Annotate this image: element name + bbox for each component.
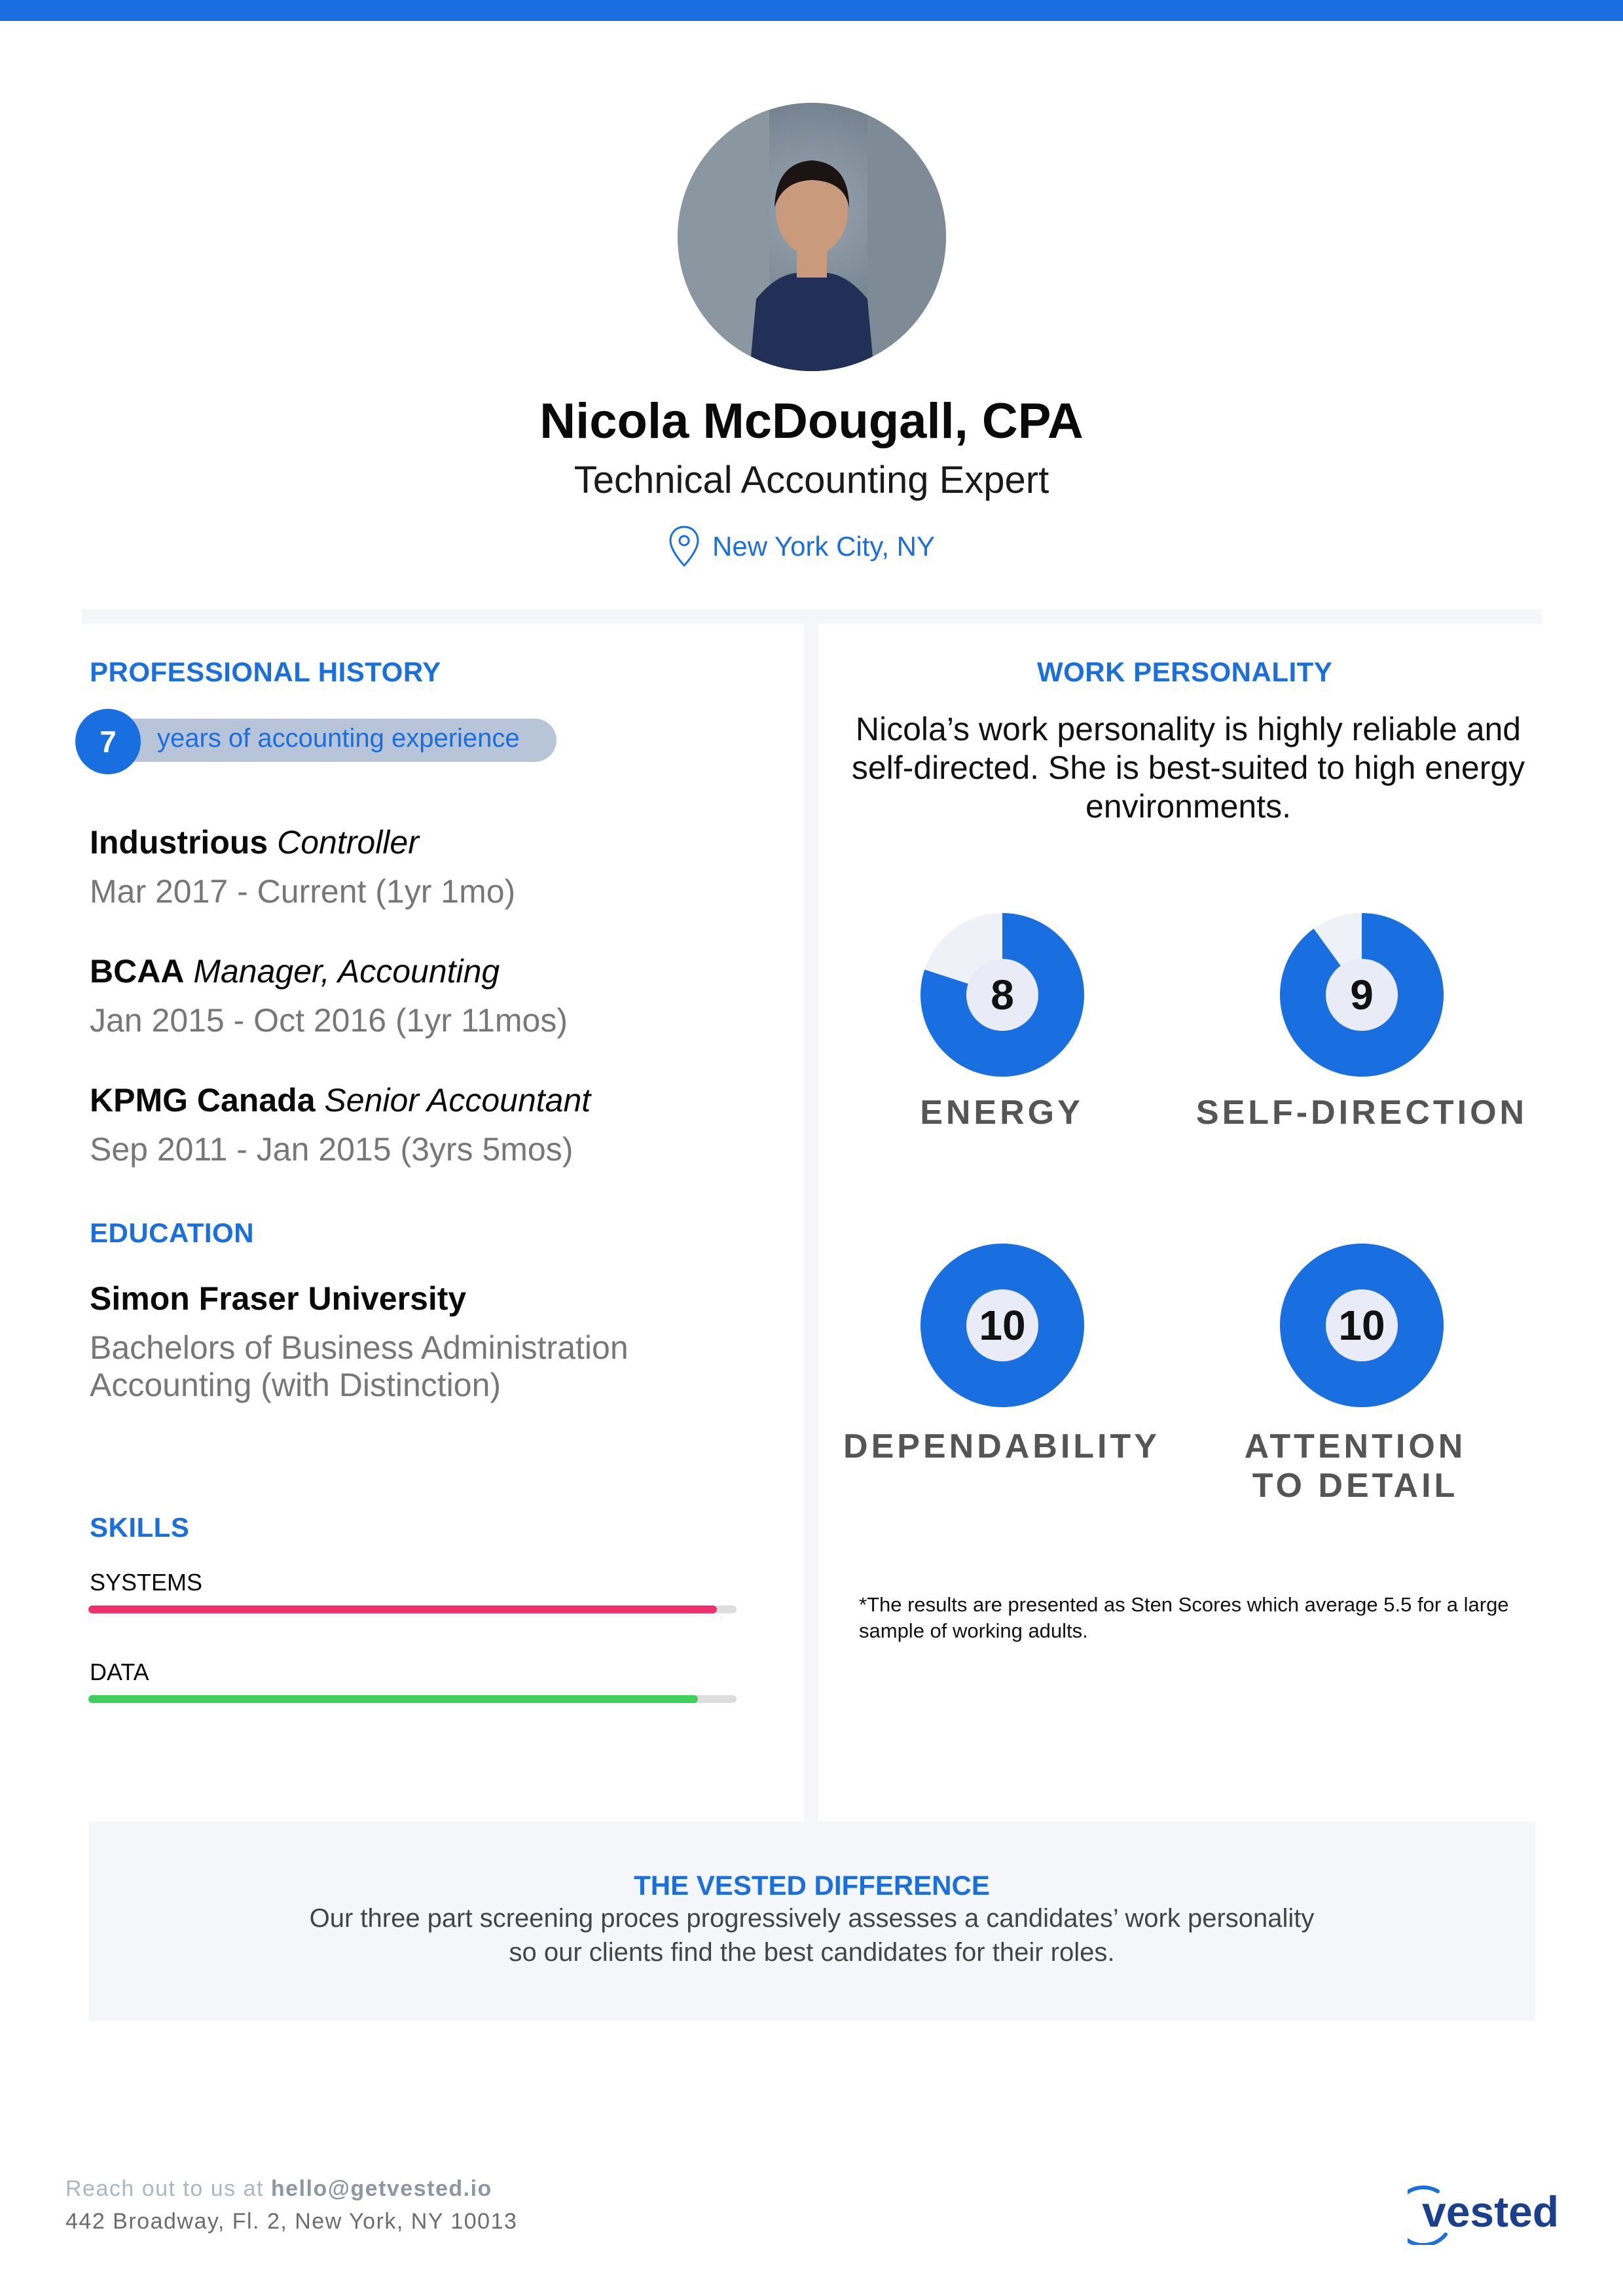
skill-bar-data (88, 1695, 737, 1703)
work-personality-heading: WORK PERSONALITY (1037, 656, 1333, 687)
vested-difference-line-1: Our three part screening proces progressively assesses a candidates’ work personality (309, 1904, 1315, 1933)
trait-label-energy: ENERGY (920, 1094, 1084, 1132)
skills-heading: SKILLS (90, 1512, 190, 1543)
skill-label-systems: SYSTEMS (90, 1569, 203, 1596)
years-count: 7 (75, 709, 141, 774)
footer-contact (65, 2176, 492, 2202)
gauge-score: 8 (991, 971, 1014, 1018)
gauge-energy (921, 913, 1084, 1077)
footer-address: 442 Broadway, Fl. 2, New York, NY 10013 (65, 2209, 518, 2234)
job-title-2 (90, 952, 500, 990)
skill-label-data: DATA (90, 1659, 149, 1685)
job-company: Industrious (90, 824, 268, 861)
gauge-dependability (921, 1244, 1084, 1407)
job-title-1 (90, 823, 419, 861)
trait-label-dependability: DEPENDABILITY (843, 1427, 1160, 1465)
horizontal-divider (82, 609, 1542, 624)
vertical-divider (804, 624, 818, 1823)
top-accent-bar (0, 0, 1623, 21)
job-role: Senior Accountant (324, 1082, 591, 1119)
trait-label-self-direction: SELF-DIRECTION (1195, 1094, 1528, 1132)
gauge-self-direction (1280, 913, 1444, 1077)
skill-fill-systems (88, 1605, 717, 1613)
vested-logo (1408, 2173, 1565, 2245)
years-label: years of accounting experience (157, 724, 520, 753)
education-school: Simon Fraser University (90, 1280, 467, 1317)
work-personality-description: Nicola’s work personality is highly reliable and self-directed. She is best-suited to high energy environments. (851, 711, 1525, 825)
job-dates-3: Sep 2011 - Jan 2015 (3yrs 5mos) (90, 1131, 574, 1168)
gauge-attention-to-detail (1280, 1244, 1444, 1407)
candidate-title: Technical Accounting Expert (574, 459, 1049, 501)
avatar-photo (678, 103, 946, 371)
education-major: Accounting (with Distinction) (90, 1367, 501, 1403)
professional-history-heading: PROFESSIONAL HISTORY (90, 656, 441, 687)
trait-label-attention: ATTENTION (1244, 1427, 1467, 1465)
job-dates-2: Jan 2015 - Oct 2016 (1yr 11mos) (90, 1002, 568, 1039)
footer-reach-text: Reach out to us at (65, 2176, 271, 2201)
job-company: KPMG Canada (90, 1082, 316, 1119)
education-heading: EDUCATION (90, 1217, 255, 1248)
education-degree: Bachelors of Business Administration (90, 1329, 629, 1366)
sten-score-footnote: *The results are presented as Sten Scores which average 5.5 for a large sample of working adults. (859, 1593, 1509, 1643)
job-company: BCAA (90, 953, 185, 990)
location (668, 524, 1008, 569)
location-text: New York City, NY (712, 531, 935, 562)
vested-difference-heading: THE VESTED DIFFERENCE (634, 1870, 990, 1901)
avatar (678, 103, 946, 371)
skill-bar-systems (88, 1605, 737, 1613)
job-title-3 (90, 1081, 591, 1119)
gauge-score: 10 (979, 1302, 1026, 1349)
job-dates-1: Mar 2017 - Current (1yr 1mo) (90, 873, 516, 910)
skill-fill-data (88, 1695, 698, 1703)
footer-email-link[interactable]: hello@getvested.io (270, 2176, 492, 2201)
job-role: Controller (277, 824, 419, 861)
candidate-name: Nicola McDougall, CPA (539, 393, 1084, 449)
gauge-score: 10 (1338, 1302, 1385, 1349)
vested-difference-line-2: so our clients find the best candidates for their roles. (509, 1938, 1115, 1967)
job-role: Manager, Accounting (193, 953, 500, 990)
gauge-score: 9 (1350, 971, 1374, 1018)
map-pin-icon (668, 525, 701, 568)
vested-difference-text (196, 1901, 1427, 1969)
logo-wordmark: vested (1422, 2187, 1559, 2236)
trait-label-to-detail: TO DETAIL (1252, 1467, 1459, 1505)
